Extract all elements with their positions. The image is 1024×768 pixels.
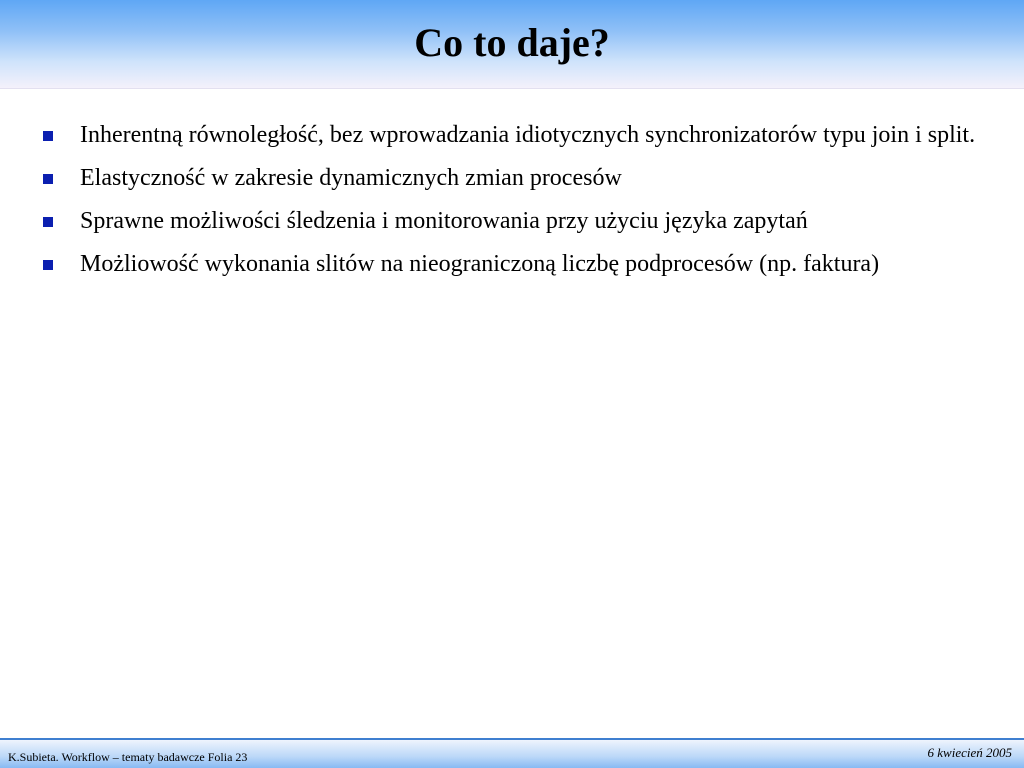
bullet-item <box>42 161 982 195</box>
bullet-item <box>42 118 982 152</box>
square-bullet-icon <box>43 260 53 270</box>
bullet-list <box>42 118 982 290</box>
bullet-item <box>42 204 982 238</box>
square-bullet-icon <box>43 174 53 184</box>
footer-bar <box>0 738 1024 768</box>
footer-date: 6 kwiecień 2005 <box>927 745 1012 760</box>
bullet-text: Możliowość wykonania slitów na nieograniczoną liczbę podprocesów (np. faktura) <box>80 251 880 277</box>
square-bullet-icon <box>43 131 53 141</box>
bullet-text: Elastyczność w zakresie dynamicznych zmian procesów <box>80 165 622 191</box>
bullet-text: Sprawne możliwości śledzenia i monitorowania przy użyciu języka zapytań <box>80 208 808 234</box>
bullet-item <box>42 247 982 281</box>
square-bullet-icon <box>43 217 53 227</box>
title-bar <box>0 0 1024 89</box>
footer-author-slide-number: K.Subieta. Workflow – tematy badawcze Folia 23 <box>8 750 248 764</box>
slide-title: Co to daje? <box>414 20 610 65</box>
bullet-text: Inherentną równoległość, bez wprowadzania idiotycznych synchronizatorów typu join i split. <box>80 122 976 148</box>
